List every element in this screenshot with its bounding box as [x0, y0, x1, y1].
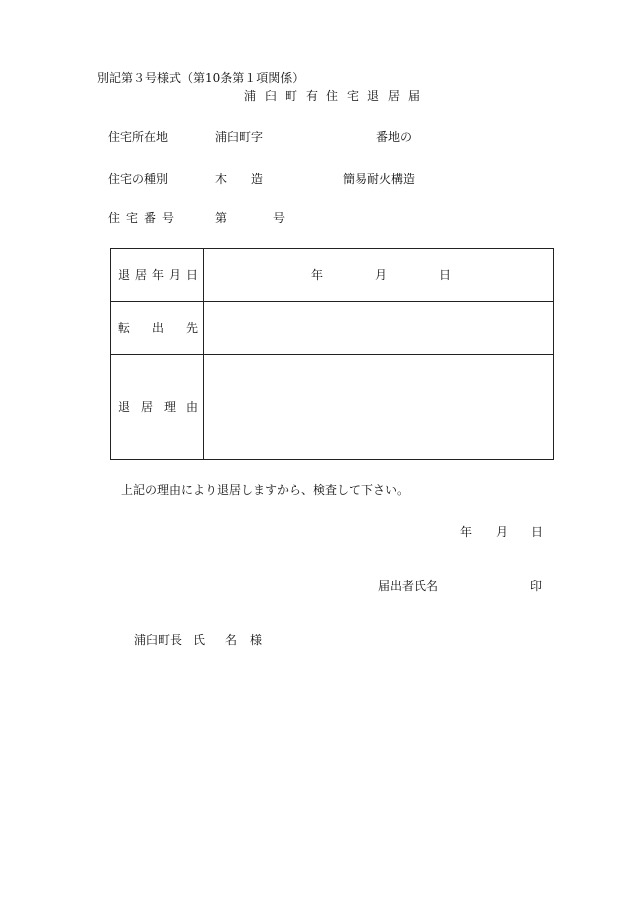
- type-wooden-char: 木: [215, 172, 228, 186]
- title-char: 居: [388, 89, 401, 103]
- addressee-char: 氏: [193, 633, 206, 647]
- move-out-reason-label: [111, 355, 204, 460]
- label-char: 年: [152, 268, 165, 282]
- title-char: 臼: [265, 89, 278, 103]
- number-label-char: 番: [144, 211, 157, 225]
- number-prefix: 第: [215, 211, 228, 225]
- forwarding-address-label: [111, 302, 204, 355]
- title-char: 宅: [347, 89, 360, 103]
- addressee-char: 名: [225, 633, 238, 647]
- title-char: 浦: [244, 89, 257, 103]
- type-wooden-char: 造: [251, 172, 264, 186]
- applicant-name-label: 届出者氏名: [378, 579, 439, 593]
- title-char: 町: [285, 89, 298, 103]
- label-char: 居: [135, 268, 148, 282]
- title-char: 有: [306, 89, 319, 103]
- number-label-char: 宅: [126, 211, 139, 225]
- forwarding-address-value[interactable]: [204, 302, 554, 355]
- label-char: 日: [186, 268, 199, 282]
- label-char: 退: [118, 400, 131, 414]
- day-unit: 日: [531, 525, 544, 539]
- label-char: 月: [169, 268, 182, 282]
- move-out-reason-value[interactable]: [204, 355, 554, 460]
- move-out-date-label: [111, 249, 204, 302]
- label-char: 理: [164, 400, 177, 414]
- month-unit: 月: [375, 268, 388, 282]
- title-char: 届: [408, 89, 421, 103]
- housing-type-label: 住宅の種別: [108, 172, 169, 186]
- location-banchi: 番地の: [376, 130, 413, 144]
- title-char: 住: [326, 89, 339, 103]
- table-row: [111, 249, 554, 302]
- label-char: 居: [141, 400, 154, 414]
- number-suffix: 号: [273, 211, 286, 225]
- label-char: 退: [118, 268, 131, 282]
- inspection-request-statement: 上記の理由により退居しますから、検査して下さい。: [121, 483, 410, 497]
- title-char: 退: [367, 89, 380, 103]
- addressee-title: 浦臼町長: [134, 633, 183, 647]
- number-label-char: 号: [162, 211, 175, 225]
- label-char: 転: [118, 321, 131, 335]
- year-unit: 年: [460, 525, 473, 539]
- move-out-table: [110, 248, 554, 460]
- number-label-char: 住: [108, 211, 121, 225]
- label-char: 先: [186, 321, 199, 335]
- label-char: 由: [186, 400, 199, 414]
- move-out-date-value[interactable]: [204, 249, 554, 302]
- table-row: [111, 355, 554, 460]
- label-char: 出: [152, 321, 165, 335]
- table-row: [111, 302, 554, 355]
- seal-mark: 印: [530, 579, 543, 593]
- form-reference: 別記第３号様式（第10条第１項関係）: [97, 71, 305, 85]
- type-fireproof: 簡易耐火構造: [343, 172, 416, 186]
- location-label: 住宅所在地: [108, 130, 169, 144]
- day-unit: 日: [439, 268, 452, 282]
- location-town: 浦臼町字: [215, 130, 264, 144]
- addressee-honorific: 様: [250, 633, 263, 647]
- month-unit: 月: [496, 525, 509, 539]
- year-unit: 年: [311, 268, 324, 282]
